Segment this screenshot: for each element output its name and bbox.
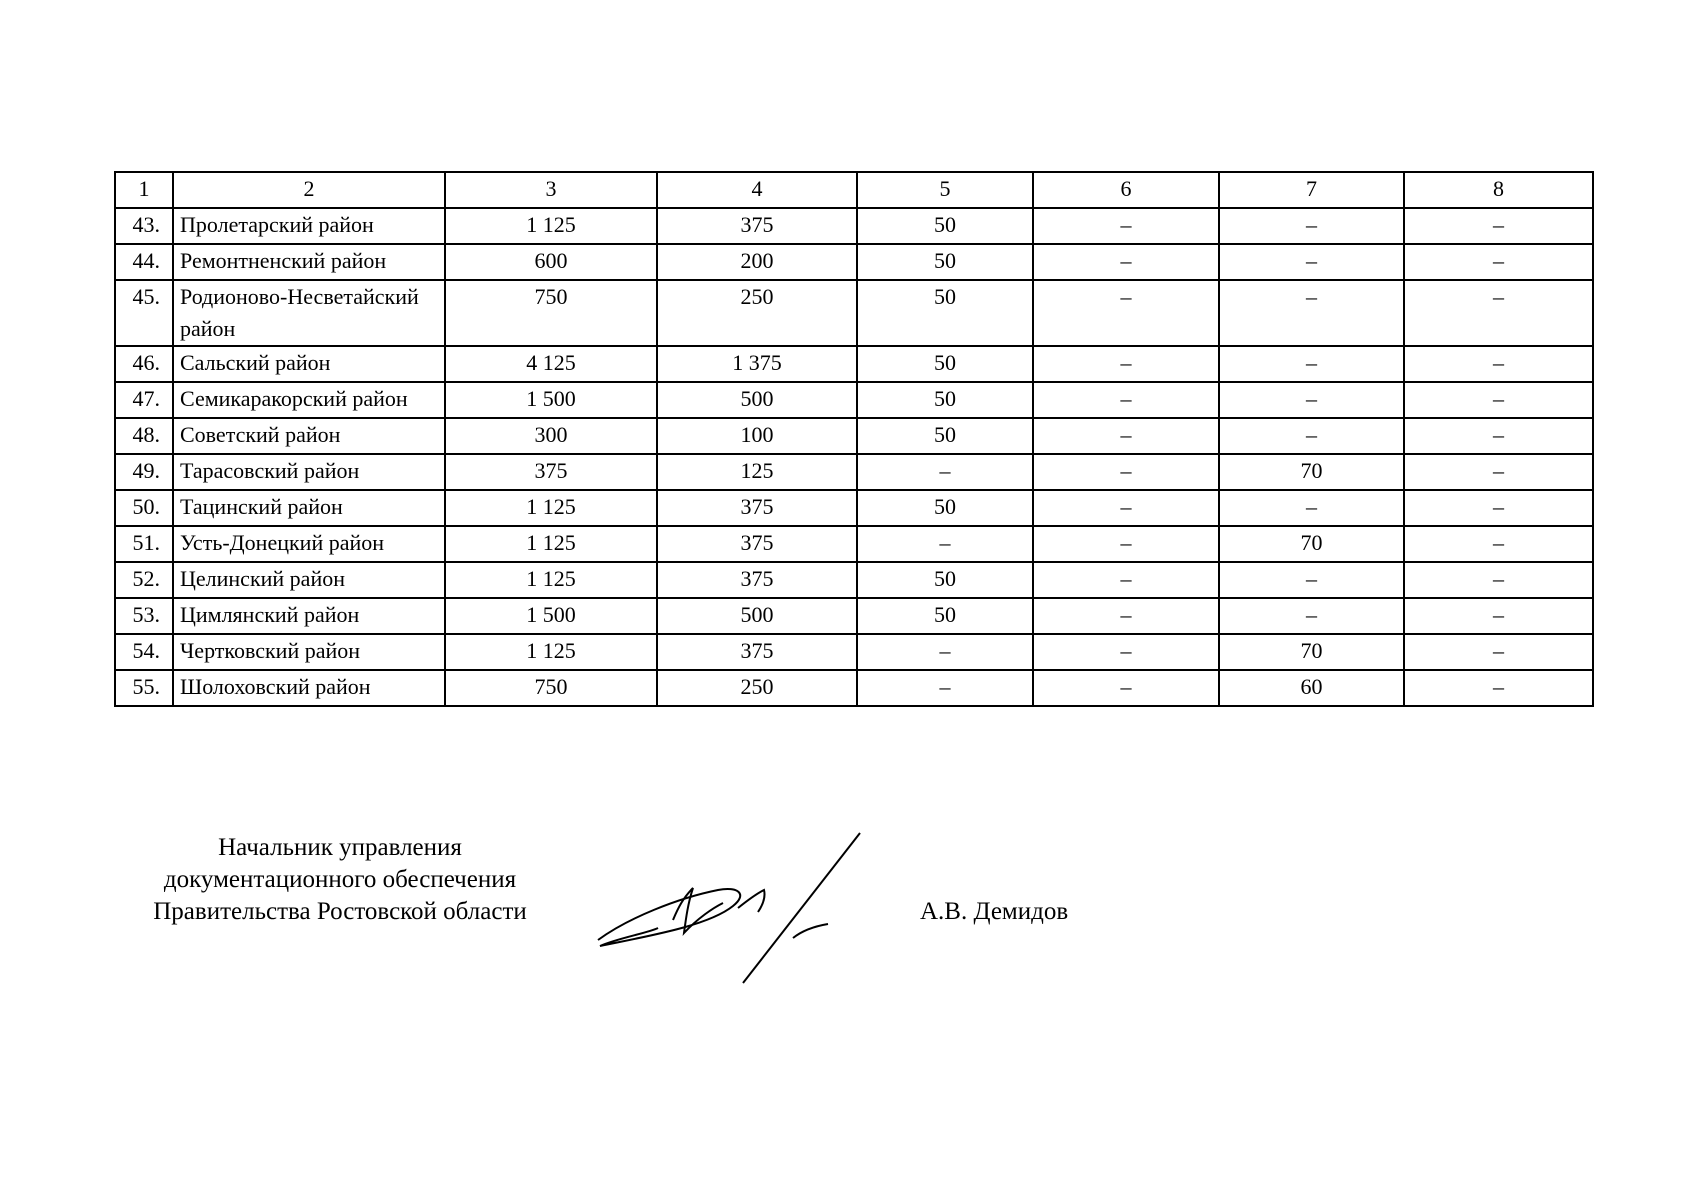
handwritten-signature-icon — [588, 828, 888, 988]
table-row — [115, 382, 1593, 418]
row-number-cell: 55. — [115, 670, 173, 706]
value-cell: 50 — [857, 490, 1033, 526]
value-cell: – — [1219, 244, 1404, 280]
header-cell: 1 — [115, 172, 173, 208]
value-cell: 50 — [857, 346, 1033, 382]
row-number-cell: 49. — [115, 454, 173, 490]
value-cell: 375 — [657, 490, 857, 526]
district-name-cell: Целинский район — [173, 562, 445, 598]
value-cell: – — [1404, 418, 1593, 454]
table-row — [115, 526, 1593, 562]
row-number-cell: 50. — [115, 490, 173, 526]
value-cell: – — [1219, 598, 1404, 634]
value-cell: – — [1033, 280, 1219, 346]
district-name-cell: Советский район — [173, 418, 445, 454]
value-cell: – — [857, 526, 1033, 562]
value-cell: 70 — [1219, 526, 1404, 562]
value-cell: 4 125 — [445, 346, 657, 382]
value-cell: – — [1033, 382, 1219, 418]
value-cell: – — [1404, 244, 1593, 280]
row-number-cell: 52. — [115, 562, 173, 598]
value-cell: – — [1219, 418, 1404, 454]
value-cell: 50 — [857, 208, 1033, 244]
district-name-cell: Пролетарский район — [173, 208, 445, 244]
table-row — [115, 346, 1593, 382]
table-row — [115, 490, 1593, 526]
district-name-cell: Тацинский район — [173, 490, 445, 526]
value-cell: 600 — [445, 244, 657, 280]
value-cell: 375 — [657, 208, 857, 244]
signature-title-line-1: Начальник управления — [218, 834, 462, 861]
value-cell: – — [1033, 490, 1219, 526]
value-cell: – — [1404, 346, 1593, 382]
value-cell: 125 — [657, 454, 857, 490]
table-row — [115, 244, 1593, 280]
value-cell: – — [1404, 382, 1593, 418]
value-cell: 250 — [657, 670, 857, 706]
value-cell: 500 — [657, 382, 857, 418]
value-cell: – — [1033, 454, 1219, 490]
value-cell: – — [1033, 418, 1219, 454]
header-cell: 7 — [1219, 172, 1404, 208]
value-cell: – — [1219, 490, 1404, 526]
table-header-row — [115, 172, 1593, 208]
value-cell: 300 — [445, 418, 657, 454]
value-cell: – — [1033, 208, 1219, 244]
value-cell: – — [1404, 454, 1593, 490]
value-cell: 100 — [657, 418, 857, 454]
signature-title-line-2: документационного обеспечения — [163, 866, 517, 893]
value-cell: 1 500 — [445, 598, 657, 634]
value-cell: 50 — [857, 280, 1033, 346]
row-number-cell: 48. — [115, 418, 173, 454]
table-row — [115, 562, 1593, 598]
value-cell: – — [1404, 208, 1593, 244]
header-cell: 5 — [857, 172, 1033, 208]
value-cell: 375 — [657, 526, 857, 562]
table-row — [115, 418, 1593, 454]
value-cell: 50 — [857, 562, 1033, 598]
value-cell: – — [1219, 346, 1404, 382]
value-cell: – — [1404, 598, 1593, 634]
value-cell: – — [1404, 634, 1593, 670]
value-cell: 250 — [657, 280, 857, 346]
header-cell: 4 — [657, 172, 857, 208]
value-cell: – — [857, 670, 1033, 706]
district-name-cell: Сальский район — [173, 346, 445, 382]
district-name-cell: Цимлянский район — [173, 598, 445, 634]
value-cell: – — [1033, 598, 1219, 634]
value-cell: – — [1219, 280, 1404, 346]
district-name-cell: Чертковский район — [173, 634, 445, 670]
value-cell: – — [1219, 562, 1404, 598]
row-number-cell: 51. — [115, 526, 173, 562]
value-cell: – — [1404, 562, 1593, 598]
signature-title-line-3: Правительства Ростовской области — [153, 898, 527, 925]
value-cell: – — [1033, 526, 1219, 562]
value-cell: – — [1219, 208, 1404, 244]
value-cell: – — [1404, 526, 1593, 562]
row-number-cell: 54. — [115, 634, 173, 670]
value-cell: 50 — [857, 598, 1033, 634]
value-cell: 500 — [657, 598, 857, 634]
table-row — [115, 634, 1593, 670]
value-cell: 750 — [445, 280, 657, 346]
table-row — [115, 208, 1593, 244]
data-table-container — [114, 171, 1592, 707]
value-cell: – — [1033, 562, 1219, 598]
table-row — [115, 454, 1593, 490]
row-number-cell: 53. — [115, 598, 173, 634]
value-cell: – — [1033, 670, 1219, 706]
value-cell: – — [857, 634, 1033, 670]
value-cell: 375 — [657, 562, 857, 598]
value-cell: 70 — [1219, 454, 1404, 490]
signer-name: А.В. Демидов — [920, 898, 1069, 925]
header-cell: 6 — [1033, 172, 1219, 208]
value-cell: 1 500 — [445, 382, 657, 418]
value-cell: 200 — [657, 244, 857, 280]
value-cell: – — [1219, 382, 1404, 418]
district-name-cell: Родионово-Несветайский район — [173, 280, 445, 346]
district-name-cell: Ремонтненский район — [173, 244, 445, 280]
value-cell: 1 125 — [445, 562, 657, 598]
data-table — [114, 171, 1594, 707]
header-cell: 2 — [173, 172, 445, 208]
value-cell: 50 — [857, 382, 1033, 418]
signature-title-block — [120, 832, 560, 928]
header-cell: 8 — [1404, 172, 1593, 208]
row-number-cell: 47. — [115, 382, 173, 418]
value-cell: – — [1033, 346, 1219, 382]
value-cell: 750 — [445, 670, 657, 706]
value-cell: – — [1404, 280, 1593, 346]
value-cell: – — [1033, 244, 1219, 280]
table-row — [115, 598, 1593, 634]
value-cell: – — [857, 454, 1033, 490]
district-name-cell: Тарасовский район — [173, 454, 445, 490]
value-cell: 1 125 — [445, 526, 657, 562]
value-cell: 375 — [657, 634, 857, 670]
row-number-cell: 44. — [115, 244, 173, 280]
header-cell: 3 — [445, 172, 657, 208]
value-cell: 375 — [445, 454, 657, 490]
table-row — [115, 280, 1593, 346]
value-cell: 1 125 — [445, 490, 657, 526]
district-name-cell: Семикаракорский район — [173, 382, 445, 418]
value-cell: – — [1404, 490, 1593, 526]
value-cell: 1 125 — [445, 634, 657, 670]
row-number-cell: 45. — [115, 280, 173, 346]
row-number-cell: 43. — [115, 208, 173, 244]
district-name-cell: Шолоховский район — [173, 670, 445, 706]
value-cell: 60 — [1219, 670, 1404, 706]
row-number-cell: 46. — [115, 346, 173, 382]
value-cell: 50 — [857, 418, 1033, 454]
table-row — [115, 670, 1593, 706]
value-cell: 50 — [857, 244, 1033, 280]
district-name-cell: Усть-Донецкий район — [173, 526, 445, 562]
value-cell: 1 375 — [657, 346, 857, 382]
value-cell: 1 125 — [445, 208, 657, 244]
value-cell: 70 — [1219, 634, 1404, 670]
value-cell: – — [1033, 634, 1219, 670]
value-cell: – — [1404, 670, 1593, 706]
